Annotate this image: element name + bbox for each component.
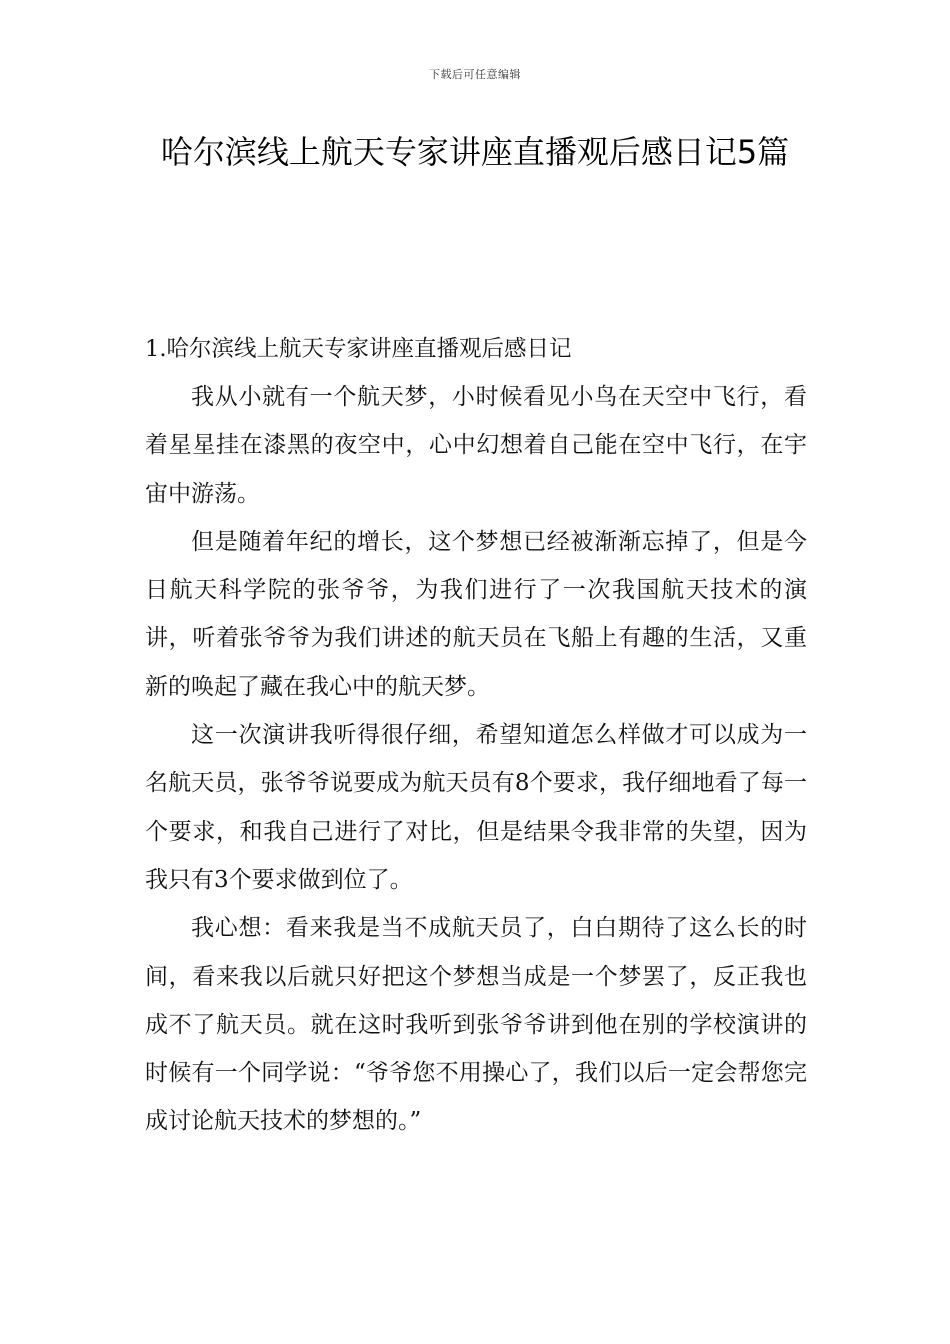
section-heading: 1.哈尔滨线上航天专家讲座直播观后感日记 <box>145 336 572 362</box>
paragraph: 这一次演讲我听得很仔细，希望知道怎么样做才可以成为一名航天员，张爷爷说要成为航天员有8个要求，我仔细地看了每一个要求，和我自己进行了对比，但是结果令我非常的失望，因为我只有3个要求做到位了。 <box>145 722 807 893</box>
header-note: 下载后可任意编辑 <box>429 68 521 81</box>
paragraph: 我心想：看来我是当不成航天员了，白白期待了这么长的时间，看来我以后就只好把这个梦想当成是一个梦罢了，反正我也成不了航天员。就在这时我听到张爷爷讲到他在别的学校演讲的时候有一个同学说：“爷爷您不用操心了，我们以后一定会帮您完成讨论航天技术的梦想的。” <box>145 915 807 1135</box>
document-body <box>145 325 807 1146</box>
paragraph: 但是随着年纪的增长，这个梦想已经被渐渐忘掉了，但是今日航天科学院的张爷爷，为我们进行了一次我国航天技术的演讲，听着张爷爷为我们讲述的航天员在飞船上有趣的生活，又重新的唤起了藏在我心中的航天梦。 <box>145 528 807 700</box>
document-title: 哈尔滨线上航天专家讲座直播观后感日记5篇 <box>160 133 790 171</box>
paragraph: 我从小就有一个航天梦，小时候看见小鸟在天空中飞行，看着星星挂在漆黑的夜空中，心中幻想着自己能在空中飞行，在宇宙中游荡。 <box>145 384 807 507</box>
